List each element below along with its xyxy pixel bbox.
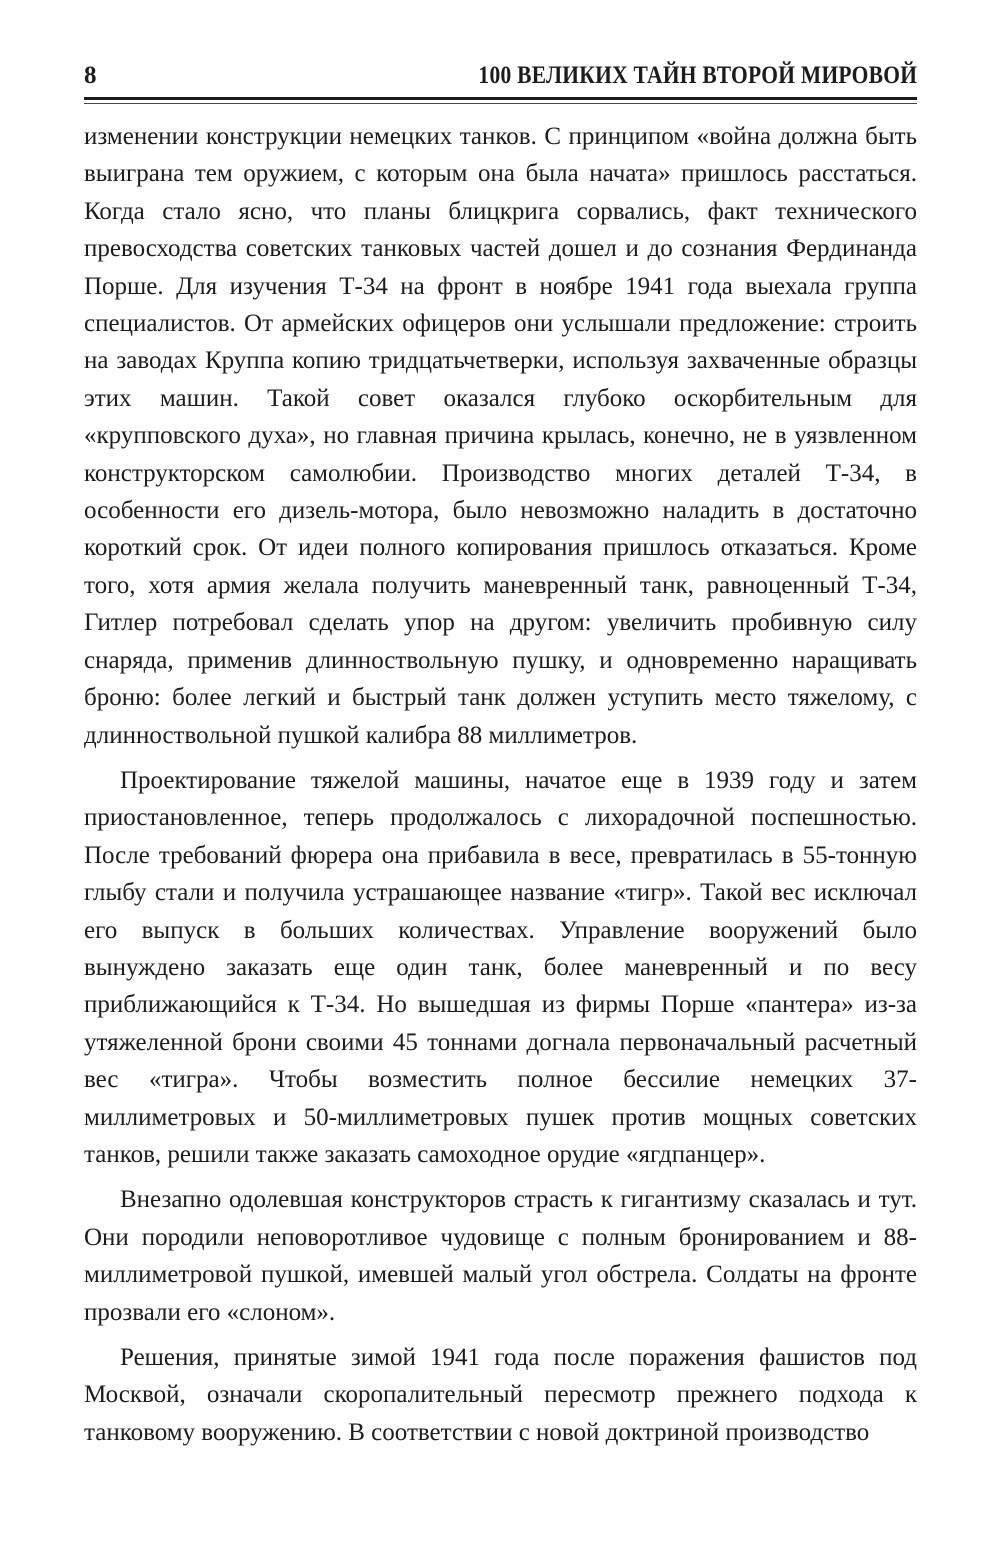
paragraph: Решения, принятые зимой 1941 года после поражения фашистов под Москвой, означали скоропалительный пересмотр прежнего подхода к танковому вооружению. В соответствии с новой доктриной производство	[84, 1344, 917, 1446]
paragraph-continuation: изменении конструкции немецких танков. С принципом «война должна быть выиграна тем оружием, с которым она была начата» пришлось расстаться. Когда стало ясно, что планы блицкрига сорвались, факт технического превосходства советских танковых частей дошел и до сознания Фердинанда Порше. Для изучения Т-34 на фронт в ноябре 1941 года выехала группа специалистов. От армейских офицеров они услышали предложение: строить на заводах Круппа копию тридцатьчетверки, используя захваченные образцы этих машин. Такой совет оказался глубоко оскорбительным для «крупповского духа», но главная причина крылась, конечно, не в уязвленном конструкторском самолюбии. Производство многих деталей Т-34, в особенности его дизель-мотора, было невозможно наладить в достаточно короткий срок. От идеи полного копирования пришлось отказаться. Кроме того, хотя армия желала получить маневренный танк, равноценный Т-34, Гитлер потребовал сделать упор на другом: увеличить пробивную силу снаряда, применив длинноствольную пушку, и одновременно наращивать броню: более легкий и быстрый танк должен уступить место тяжелому, с длинноствольной пушкой калибра 88 миллиметров.	[84, 123, 917, 749]
header-rule	[84, 97, 917, 100]
book-title: 100 ВЕЛИКИХ ТАЙН ВТОРОЙ МИРОВОЙ	[478, 62, 917, 89]
paragraph: Внезапно одолевшая конструкторов страсть к гигантизму сказалась и тут. Они породили неповоротливое чудовище с полным бронированием и 88-миллиметровой пушкой, имевшей малый угол обстрела. Солдаты на фронте прозвали его «слоном».	[84, 1186, 917, 1326]
page-number: 8	[84, 62, 97, 89]
running-header	[84, 56, 917, 96]
body-text	[84, 118, 917, 1451]
header-rule-thin	[84, 103, 917, 104]
paragraph: Проектирование тяжелой машины, начатое еще в 1939 году и затем приостановленное, теперь продолжалось с лихорадочной поспешностью. После требований фюрера она прибавила в весе, превратилась в 55-тонную глыбу стали и получила устрашающее название «тигр». Такой вес исключал его выпуск в больших количествах. Управление вооружений было вынуждено заказать еще один танк, более маневренный и по весу приближающийся к Т-34. Но вышедшая из фирмы Порше «пантера» из-за утяжеленной брони своими 45 тоннами догнала первоначальный расчетный вес «тигра». Чтобы возместить полное бессилие немецких 37-миллиметровых и 50-миллиметровых пушек против мощных советских танков, решили также заказать самоходное орудие «ягдпанцер».	[84, 766, 917, 1168]
